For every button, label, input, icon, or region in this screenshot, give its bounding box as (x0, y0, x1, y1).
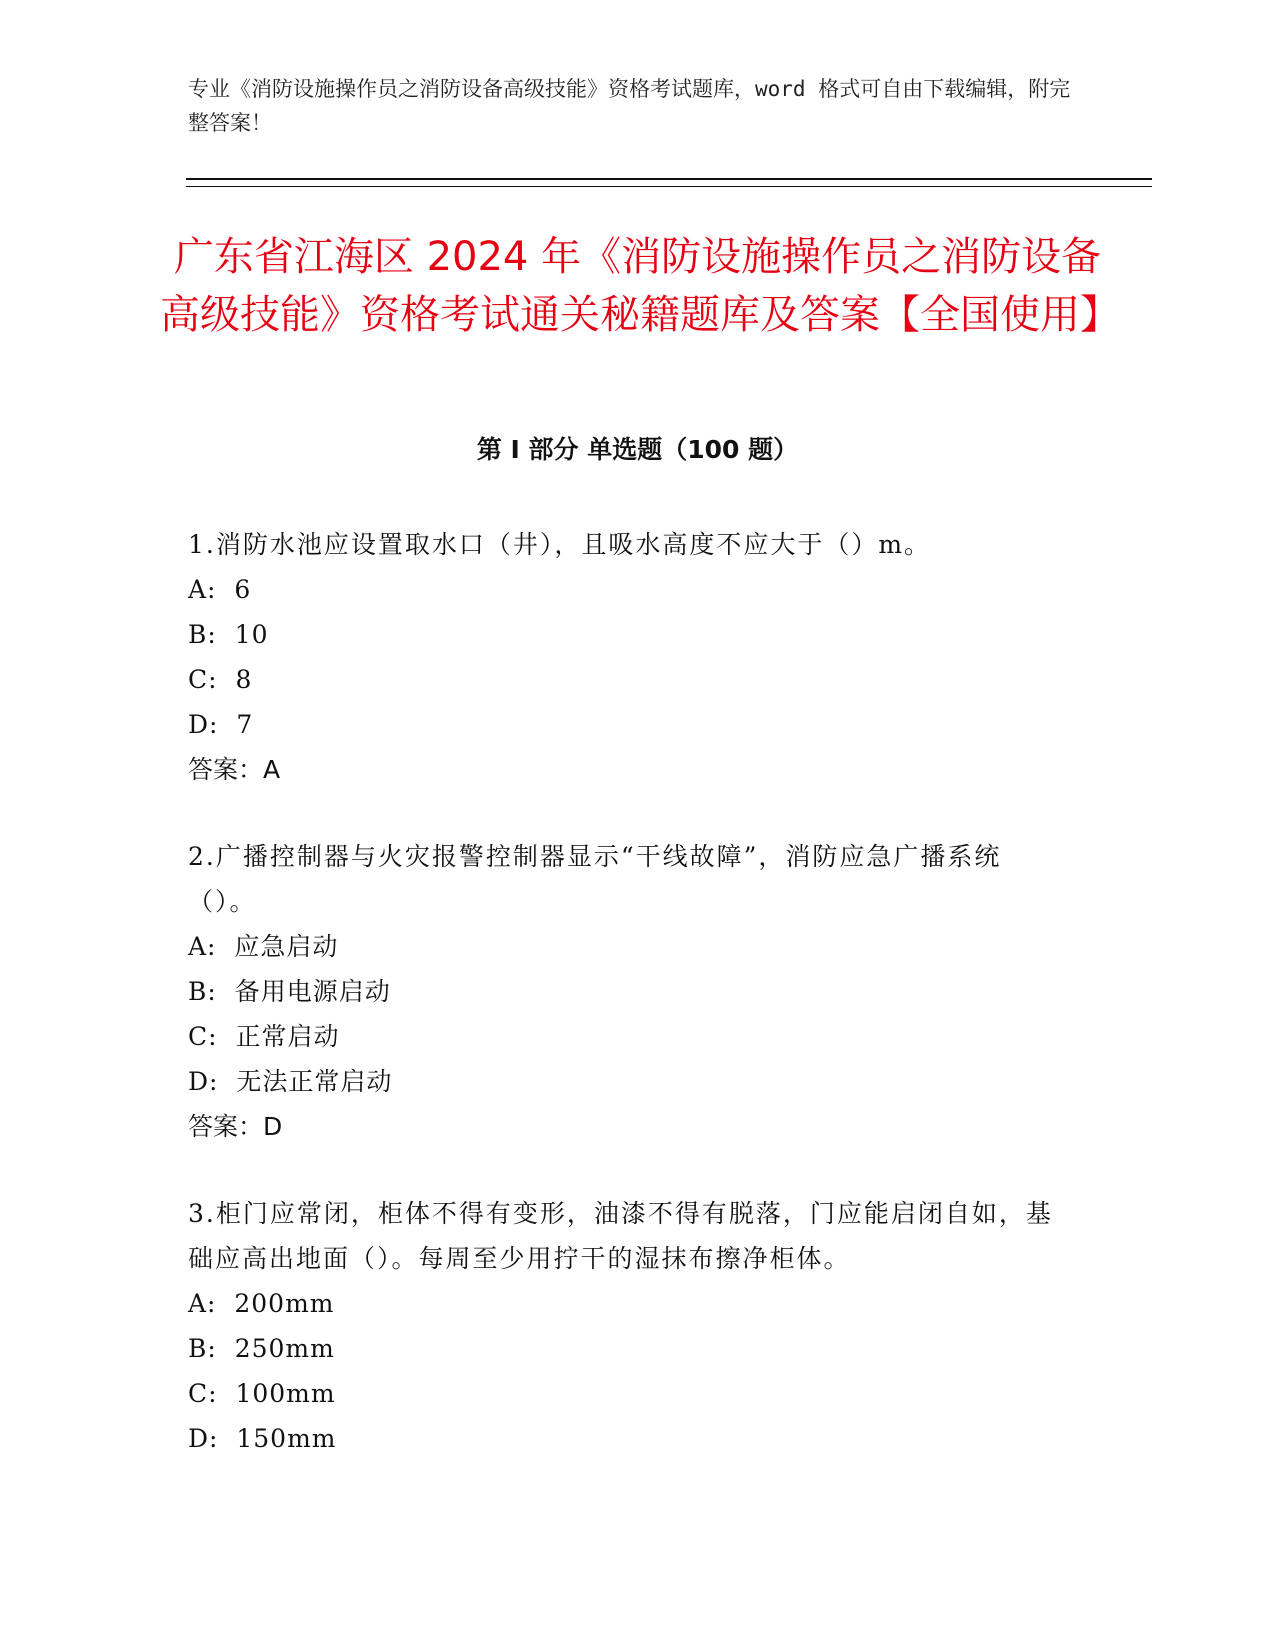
header-divider (186, 178, 1152, 187)
question-1 (188, 522, 1068, 792)
question-3 (188, 1191, 1068, 1461)
document-title: 广东省江海区 2024 年《消防设施操作员之消防设备高级技能》资格考试通关秘籍题库及答案【全国使用】 (160, 234, 1120, 338)
answer-text: 答案：A (188, 755, 281, 784)
option-c: C: 8 (188, 665, 253, 694)
option-d: D: 150mm (188, 1424, 337, 1453)
answer-text: 答案：D (188, 1112, 283, 1141)
option-c: C: 100mm (188, 1379, 336, 1408)
question-stem: 2.广播控制器与火灾报警控制器显示“干线故障”，消防应急广播系统（）。 (188, 842, 1002, 916)
option-a: A: 6 (188, 575, 252, 604)
option-d: D: 无法正常启动 (188, 1067, 393, 1096)
question-stem: 1.消防水池应设置取水口（井），且吸水高度不应大于（）m。 (188, 530, 932, 559)
option-b: B: 备用电源启动 (188, 977, 391, 1006)
option-c: C: 正常启动 (188, 1022, 340, 1051)
question-2 (188, 834, 1068, 1149)
option-a: A: 应急启动 (188, 932, 339, 961)
question-stem: 3.柜门应常闭，柜体不得有变形，油漆不得有脱落，门应能启闭自如，基础应高出地面（）。每周至少用拧干的湿抹布擦净柜体。 (188, 1199, 1053, 1273)
section-title: 第 I 部分 单选题（100 题） (476, 435, 799, 464)
header-note: 专业《消防设施操作员之消防设备高级技能》资格考试题库，word 格式可自由下载编辑，附完整答案！ (188, 77, 1071, 135)
option-b: B: 10 (188, 620, 269, 649)
option-d: D: 7 (188, 710, 254, 739)
option-b: B: 250mm (188, 1334, 335, 1363)
option-a: A: 200mm (188, 1289, 335, 1318)
question-list (188, 522, 1068, 1503)
